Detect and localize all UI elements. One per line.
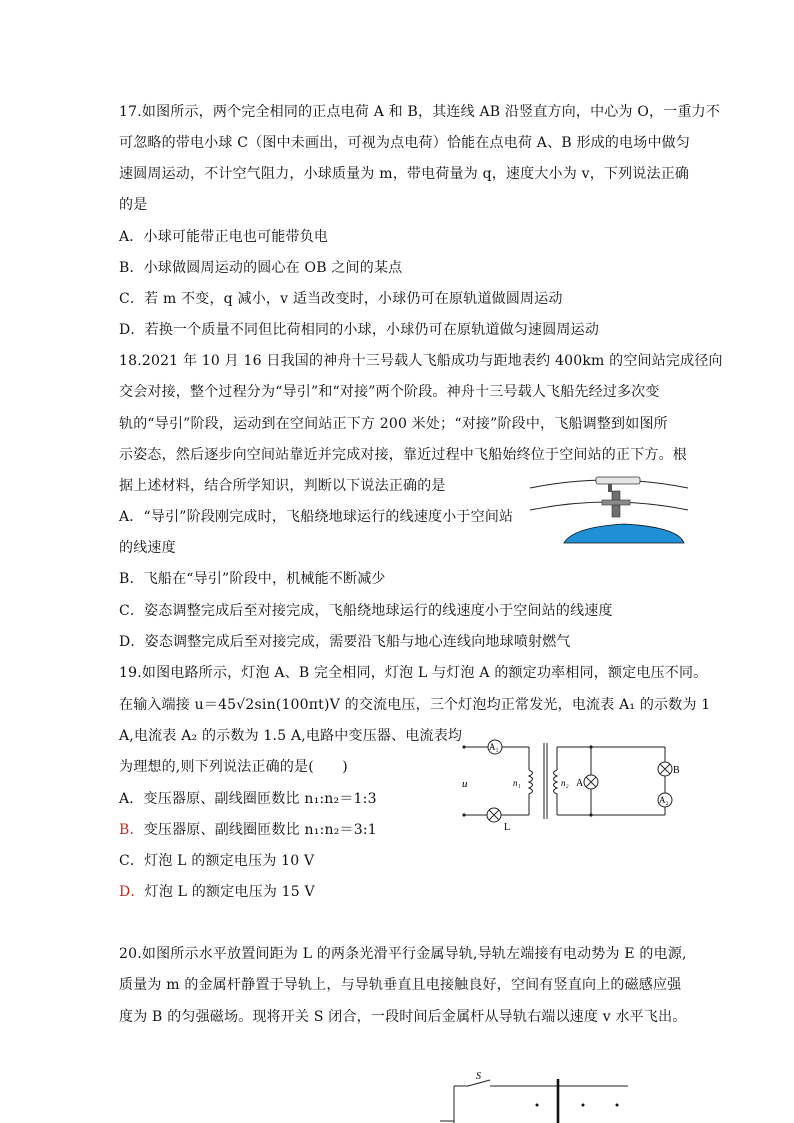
q19-stem-line-4: 为理想的,则下列说法正确的是( )	[119, 759, 348, 775]
field-dot	[616, 1104, 619, 1107]
q19-option-b-text: 变压器原、副线圈匝数比 n₁:n₂＝3:1	[143, 822, 377, 838]
switch-s-label: S	[476, 1071, 481, 1082]
q19-option-a	[119, 789, 377, 809]
q18-stem-line-4: 示姿态，然后逐步向空间站靠近并完成对接，靠近过程中飞船始终位于空间站的正下方。根	[119, 447, 687, 463]
earth-icon	[564, 524, 684, 543]
q19-circuit-diagram	[460, 733, 682, 833]
ammeter-a1-label: A₁	[489, 742, 499, 752]
q19-option-c	[119, 851, 314, 871]
q19-stem-line-2: 在输入端接 u＝45√2sin(100πt)V 的交流电压，三个灯泡均正常发光，电流表 A₁ 的示数为 1	[119, 697, 711, 713]
q18-option-a-line-2: 的线速度	[119, 540, 176, 556]
q18-stem-line-1: 18.2021 年 10 月 16 日我国的神舟十三号载人飞船成功与距地表约 400km 的空间站完成径向	[119, 353, 723, 369]
q19-option-d	[119, 882, 315, 902]
q17-option-d: D．若换一个质量不同但比荷相同的小球，小球仍可在原轨道做匀速圆周运动	[119, 322, 600, 338]
q19-option-b-letter: B．	[119, 822, 144, 838]
q18-option-d: D．姿态调整完成后至对接完成，需要沿飞船与地心连线向地球喷射燃气	[119, 634, 571, 650]
q18-stem-line-2: 交会对接，整个过程分为“导引”和“对接”两个阶段。神舟十三号载人飞船先经过多次变	[119, 384, 660, 400]
ammeter-a2-label: A₂	[659, 795, 669, 805]
q18-docking-figure	[528, 470, 690, 546]
q19-option-b	[119, 820, 377, 840]
q18-option-a-line-1: A．“导引”阶段刚完成时，飞船绕地球运行的线速度小于空间站	[119, 509, 514, 525]
input-voltage-label: u	[462, 778, 468, 790]
q17-stem-line-4: 的是	[119, 197, 148, 213]
q17-stem-line-3: 速圆周运动，不计空气阻力，小球质量为 m，带电荷量为 q，速度大小为 v，下列说法正确	[119, 166, 690, 182]
bulb-b-label: B	[673, 765, 680, 776]
bulb-a-label: A	[576, 778, 584, 789]
q18-option-b: B．飞船在“导引”阶段中，机械能不断减少	[119, 571, 386, 587]
secondary-coil	[554, 770, 558, 796]
q17-option-c: C．若 m 不变，q 减小，v 适当改变时，小球仍可在原轨道做圆周运动	[119, 291, 563, 307]
space-station-icon	[596, 477, 640, 492]
q19-option-d-letter: D．	[119, 884, 145, 900]
q20-stem-line-1: 20.如图所示水平放置间距为 L 的两条光滑平行金属导轨,导轨左端接有电动势为 E 的电源,	[119, 946, 687, 962]
field-dot	[536, 1104, 539, 1107]
q19-option-a-text: 变压器原、副线圈匝数比 n₁:n₂＝1:3	[143, 791, 377, 807]
q19-option-d-text: 灯泡 L 的额定电压为 15 V	[144, 884, 315, 900]
q20-stem-line-3: 度为 B 的匀强磁场。现将开关 S 闭合，一段时间后金属杆从导轨右端以速度 v 水平飞出。	[119, 1009, 687, 1025]
q17-option-b: B．小球做圆周运动的圆心在 OB 之间的某点	[119, 260, 403, 276]
primary-turns-label: n₁	[513, 778, 521, 788]
q17-option-a: A．小球可能带正电也可能带负电	[119, 229, 329, 245]
q17-stem-line-1: 17.如图所示，两个完全相同的正点电荷 A 和 B，其连线 AB 沿竖直方向，中心为 O，一重力不	[119, 104, 721, 120]
q19-option-c-text: 灯泡 L 的额定电压为 10 V	[144, 853, 315, 869]
secondary-turns-label: n₂	[561, 778, 569, 788]
q19-stem-line-1: 19.如图电路所示，灯泡 A、B 完全相同，灯泡 L 与灯泡 A 的额定功率相同，额定电压不同。	[119, 665, 708, 681]
q19-option-c-letter: C．	[119, 853, 145, 869]
q19-stem-line-3: A,电流表 A₂ 的示数为 1.5 A,电路中变压器、电流表均	[119, 728, 463, 744]
q20-rail-figure	[432, 1063, 632, 1123]
bulb-l-label: L	[504, 822, 511, 833]
primary-coil	[529, 770, 533, 796]
q17-stem-line-2: 可忽略的带电小球 C（图中未画出，可视为点电荷）恰能在点电荷 A、B 形成的电场中做匀	[119, 135, 691, 151]
q20-stem-line-2: 质量为 m 的金属杆静置于导轨上，与导轨垂直且电接触良好，空间有竖直向上的磁感应强	[119, 977, 682, 993]
q19-option-a-letter: A．	[119, 791, 144, 807]
field-dot	[582, 1104, 585, 1107]
q18-stem-line-5: 据上述材料，结合所学知识，判断以下说法正确的是	[119, 478, 446, 494]
q18-option-c: C．姿态调整完成后至对接完成，飞船绕地球运行的线速度小于空间站的线速度	[119, 603, 613, 619]
spacecraft-icon	[602, 491, 630, 517]
q18-stem-line-3: 轨的“导引”阶段，运动到在空间站正下方 200 米处；“对接”阶段中，飞船调整到如图所	[119, 416, 668, 432]
